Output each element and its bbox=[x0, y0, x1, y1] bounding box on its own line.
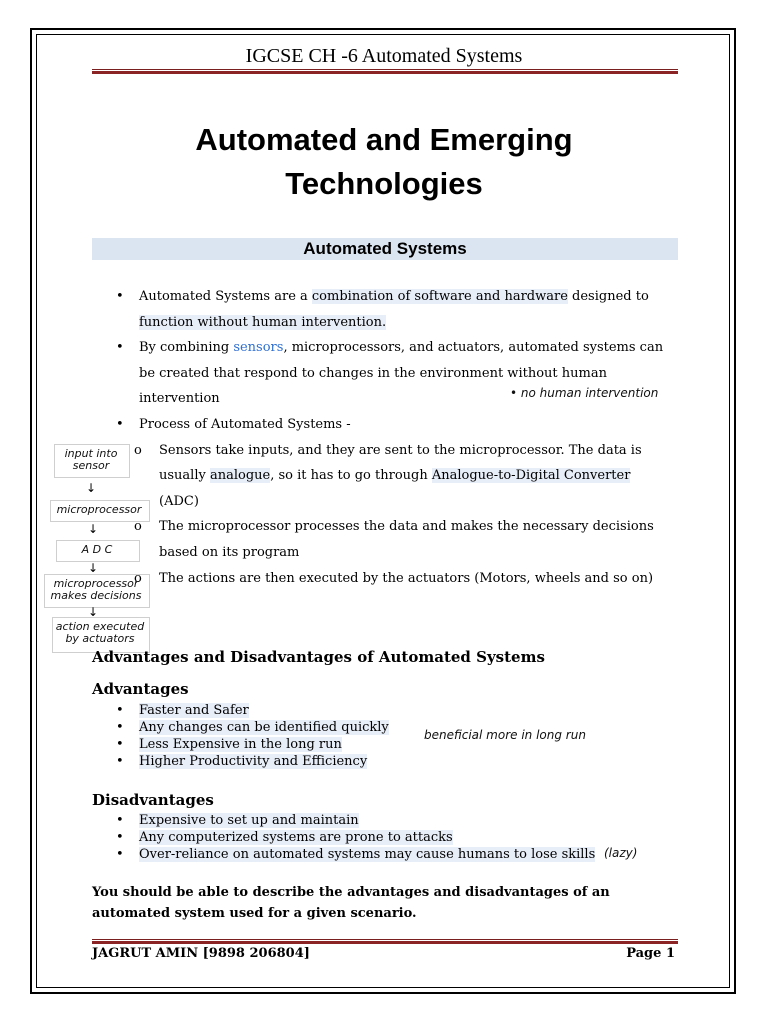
hw-arrow-1: ↓ bbox=[86, 481, 97, 495]
sub-bullet-microprocessor bbox=[112, 514, 672, 565]
main-title bbox=[0, 118, 768, 206]
disadvantages-heading: Disadvantages bbox=[92, 791, 214, 809]
advantage-item bbox=[112, 702, 672, 719]
hw-arrow-4: ↓ bbox=[88, 605, 99, 619]
disadvantage-item bbox=[112, 846, 672, 863]
footer-author: JAGRUT AMIN [9898 206804] bbox=[92, 946, 310, 961]
section-heading-automated-systems: Automated Systems bbox=[92, 238, 678, 260]
hw-note-lazy: (lazy) bbox=[604, 846, 638, 860]
highlight-analogue: analogue bbox=[209, 468, 271, 484]
advantage-item bbox=[112, 719, 672, 736]
bullet-combining bbox=[112, 335, 672, 412]
bullet-process bbox=[112, 412, 672, 591]
footer-rule-thick bbox=[92, 941, 678, 944]
hw-flow-actuators: action executed by actuators bbox=[55, 620, 145, 645]
hw-flow-adc: A D C bbox=[81, 543, 113, 556]
adv-disadv-heading: Advantages and Disadvantages of Automated Systems bbox=[92, 648, 545, 666]
sub-bullet-actuators bbox=[112, 566, 672, 592]
hw-arrow-2: ↓ bbox=[88, 522, 99, 536]
header-rule-thin bbox=[92, 69, 678, 70]
sub-bullet-sensors-text: Sensors take inputs, and they are sent to the microprocessor. The data is usually bbox=[159, 442, 642, 484]
disadvantage-item bbox=[112, 829, 672, 846]
advantage-text: Any changes can be identified quickly bbox=[139, 720, 389, 735]
sub-bullet-microprocessor-text: The microprocessor processes the data and makes the necessary decisions based on its program bbox=[159, 519, 654, 560]
disadvantage-item bbox=[112, 812, 672, 829]
sensors-link-text: sensors bbox=[233, 340, 284, 356]
bullet-definition bbox=[112, 284, 672, 335]
header-rule-thick bbox=[92, 71, 678, 74]
sub-bullet-sensors-mid: , so it has to go through bbox=[270, 468, 432, 484]
disadvantages-list bbox=[112, 812, 672, 863]
header-title: IGCSE CH -6 Automated Systems bbox=[245, 45, 523, 67]
bullet-combining-text: By combining bbox=[139, 340, 234, 356]
sub-bullet-sensors-end: (ADC) bbox=[159, 493, 199, 509]
footer-rule-thin bbox=[92, 939, 678, 940]
hw-flow-decisions: microprocessor makes decisions bbox=[50, 577, 142, 602]
hw-flow-microprocessor: microprocessor bbox=[56, 503, 142, 516]
hw-note-no-human: • no human intervention bbox=[510, 386, 659, 400]
bullet-definition-text: Automated Systems are a bbox=[139, 289, 312, 304]
highlight-adc: Analogue-to-Digital Converter bbox=[431, 468, 631, 484]
main-title-line2: Technologies bbox=[285, 166, 483, 201]
process-sub-list bbox=[112, 438, 672, 592]
hw-arrow-3: ↓ bbox=[88, 561, 99, 575]
advantage-item bbox=[112, 753, 672, 770]
highlight-no-human-intervention: function without human intervention. bbox=[139, 314, 387, 330]
bullet-definition-text-end: designed to bbox=[567, 289, 649, 304]
disadvantage-text: Over-reliance on automated systems may cause humans to lose skills bbox=[139, 847, 596, 862]
bullet-process-text: Process of Automated Systems - bbox=[139, 416, 351, 432]
hw-flow-input: input into sensor bbox=[64, 447, 118, 472]
advantage-item bbox=[112, 736, 672, 753]
highlight-software-hardware: combination of software and hardware bbox=[311, 289, 568, 304]
disadvantage-text: Expensive to set up and maintain bbox=[139, 813, 359, 828]
main-title-line1: Automated and Emerging bbox=[195, 122, 573, 157]
advantages-list bbox=[112, 702, 672, 770]
main-bullet-list bbox=[112, 284, 672, 591]
advantage-text: Less Expensive in the long run bbox=[139, 737, 342, 752]
advantage-text: Higher Productivity and Efficiency bbox=[139, 754, 368, 769]
advantage-text: Faster and Safer bbox=[139, 703, 249, 718]
scenario-note: You should be able to describe the advantages and disadvantages of an automated system used for a given scenario. bbox=[92, 885, 610, 921]
bullet-combining-text-end: , microprocessors, and actuators, automated systems can be created that respond to changes in the environment without human intervention bbox=[139, 340, 664, 407]
hw-note-beneficial: beneficial more in long run bbox=[424, 728, 586, 742]
advantages-heading: Advantages bbox=[92, 680, 189, 698]
footer-page-number: Page 1 bbox=[626, 946, 675, 961]
disadvantage-text: Any computerized systems are prone to attacks bbox=[139, 830, 453, 845]
sub-bullet-actuators-text: The actions are then executed by the actuators (Motors, wheels and so on) bbox=[159, 570, 654, 586]
sub-bullet-sensors bbox=[112, 438, 672, 515]
